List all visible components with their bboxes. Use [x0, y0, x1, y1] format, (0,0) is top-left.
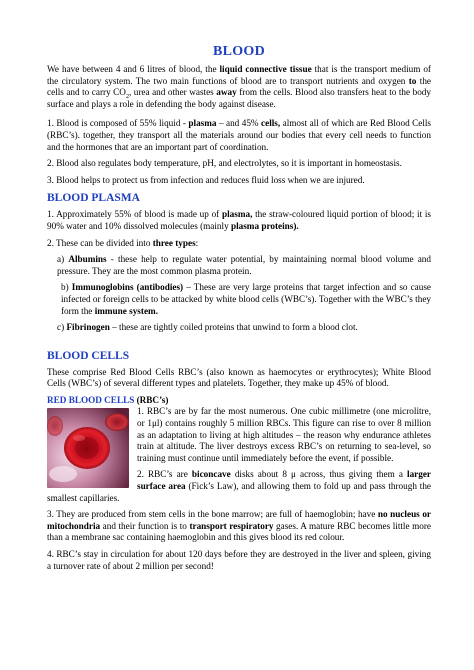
rbc-heading-line	[47, 395, 431, 407]
plasma-heading: BLOOD PLASMA	[47, 192, 140, 205]
plasma-p1-bold-2: plasma proteins).	[230, 220, 299, 231]
rbc-point-4: 4. RBC’s stay in circulation for about 120 days before they are destroyed in the liver and spleen, giving a turnover rate of about 2 million per second!	[47, 549, 431, 571]
plasma-p2-text-2: :	[195, 237, 199, 248]
albumins-marker: a)	[57, 254, 69, 265]
document-page	[47, 44, 431, 572]
albumins-term: Albumins	[68, 254, 107, 265]
immunoglobins-term: Immunoglobins (antibodies)	[71, 282, 184, 293]
immunoglobins-text: – These are very large proteins that target infection and so cause infected or foreign cells to be attacked by white blood cells (WBC’s). Together with the WBC’s they form the	[61, 282, 432, 316]
cells-heading: BLOOD CELLS	[47, 349, 130, 362]
intro-bold-3: away	[216, 87, 237, 98]
intro-text-5: from the cells. Blood also transfers heat to the body surface and plays a role in defending the body against disease.	[47, 87, 431, 109]
immunoglobins-bold-2: immune system.	[94, 305, 158, 316]
plasma-item-fibrinogen	[47, 322, 431, 334]
rbc-p2-text-1: 2. RBC’s are	[137, 469, 192, 480]
plasma-point-2	[47, 238, 431, 250]
fibrinogen-term: Fibrinogen	[66, 322, 110, 333]
plasma-point-1	[47, 209, 431, 232]
fibrinogen-text: – these are tightly coiled proteins that unwind to form a blood clot.	[109, 322, 358, 333]
plasma-item-immunoglobins	[47, 282, 431, 317]
rbc-p2-bold-1: biconcave	[191, 469, 231, 480]
point-1-text-3: almost all of which are Red Blood Cells (RBC’s). together, they transport all the materials around our bodies that every cell needs to function and the hormones that are an important part of coordination.	[47, 118, 432, 152]
plasma-p1-text-2: the straw-coloured liquid portion of blood; it is 90% water and 10% dissolved molecules (mainly	[47, 209, 431, 231]
intro-paragraph	[47, 64, 431, 110]
cells-intro: These comprise Red Blood Cells RBC’s (also known as haemocytes or erythrocytes); White Blood Cells (WBC’s) of several different types and platelets. Together, they make up 45% of blood.	[47, 366, 431, 389]
rbc-p3-bold-1: no nucleus or mitochondria	[47, 509, 431, 531]
plasma-p1-bold-1: plasma,	[221, 209, 253, 220]
rbc-abbrev: (RBC’s)	[134, 394, 169, 405]
rbc-p3-bold-2: transport respiratory	[189, 520, 274, 531]
rbc-point-1: 1. RBC’s are by far the most numerous. One cubic millimetre (one microlitre, or 1μl) contains roughly 5 million RBCs. This figure can rise to over 8 million as an adaptation to living at high altitudes – the reason why endurance athletes train at altitude. The liver destroys excess RBC’s on returning to sea-level, so training must continue until immediately before the event, if possible.	[137, 406, 431, 463]
rbc-p3-text-1: 3. They are produced from stem cells in the bone marrow; are full of haemoglobin; have	[47, 509, 378, 520]
immunoglobins-marker: b)	[61, 282, 72, 293]
point-2: 2. Blood also regulates body temperature, pH, and electrolytes, so it is important in homeostasis.	[47, 158, 402, 169]
point-1-text-2: – and 45%	[216, 118, 262, 129]
albumins-text: - these help to regulate water potential, by maintaining normal blood volume and pressure. They are the most common plasma protein.	[57, 254, 431, 276]
rbc-p3-text-3: gases. A mature RBC becomes little more than a membrane sac containing haemoglobin and this gives blood its red colour.	[47, 520, 431, 543]
intro-text-3: the cells and to carry CO	[47, 75, 431, 98]
rbc-p3-text-2: and their function is to	[100, 520, 190, 531]
fibrinogen-marker: c)	[57, 322, 67, 333]
intro-subscript: 2	[125, 94, 129, 101]
intro-text-1: We have between 4 and 6 litres of blood, the	[47, 64, 220, 74]
rbc-label: RED BLOOD CELLS	[47, 394, 135, 405]
point-1-bold-2: cells,	[261, 118, 281, 129]
intro-bold-1: liquid connective tissue	[219, 64, 312, 74]
point-1	[47, 118, 431, 153]
rbc-p2-text-2: disks about 8 μ across, thus giving them a	[230, 469, 408, 480]
plasma-item-albumins	[47, 254, 431, 277]
rbc-point-3	[47, 509, 431, 544]
page-title: BLOOD	[212, 44, 266, 59]
plasma-p1-text-1: 1. Approximately 55% of blood is made up of	[47, 209, 222, 220]
point-1-text-1: 1. Blood is composed of 55% liquid -	[47, 118, 189, 129]
rbc-p2-bold-2: larger surface area	[137, 469, 431, 492]
intro-text-4: , urea and other wastes	[128, 87, 217, 98]
intro-bold-2: to	[408, 75, 417, 86]
rbc-section	[47, 395, 431, 504]
red-blood-cells-illustration	[47, 408, 129, 488]
intro-text-2: that is the transport medium of the circulatory system. The two main functions of blood are to transport nutrients and oxygen	[47, 64, 431, 86]
rbc-p2-text-3: (Fick’s Law), and allowing them to fold up and pass through the smallest capillaries.	[47, 481, 431, 503]
plasma-p2-text-1: 2. These can be divided into	[47, 237, 153, 248]
point-3: 3. Blood helps to protect us from infection and reduces fluid loss when we are injured.	[47, 174, 365, 185]
plasma-p2-bold-1: three types	[152, 237, 196, 248]
red-blood-cells-image	[47, 408, 129, 488]
point-1-bold-1: plasma	[188, 118, 217, 129]
